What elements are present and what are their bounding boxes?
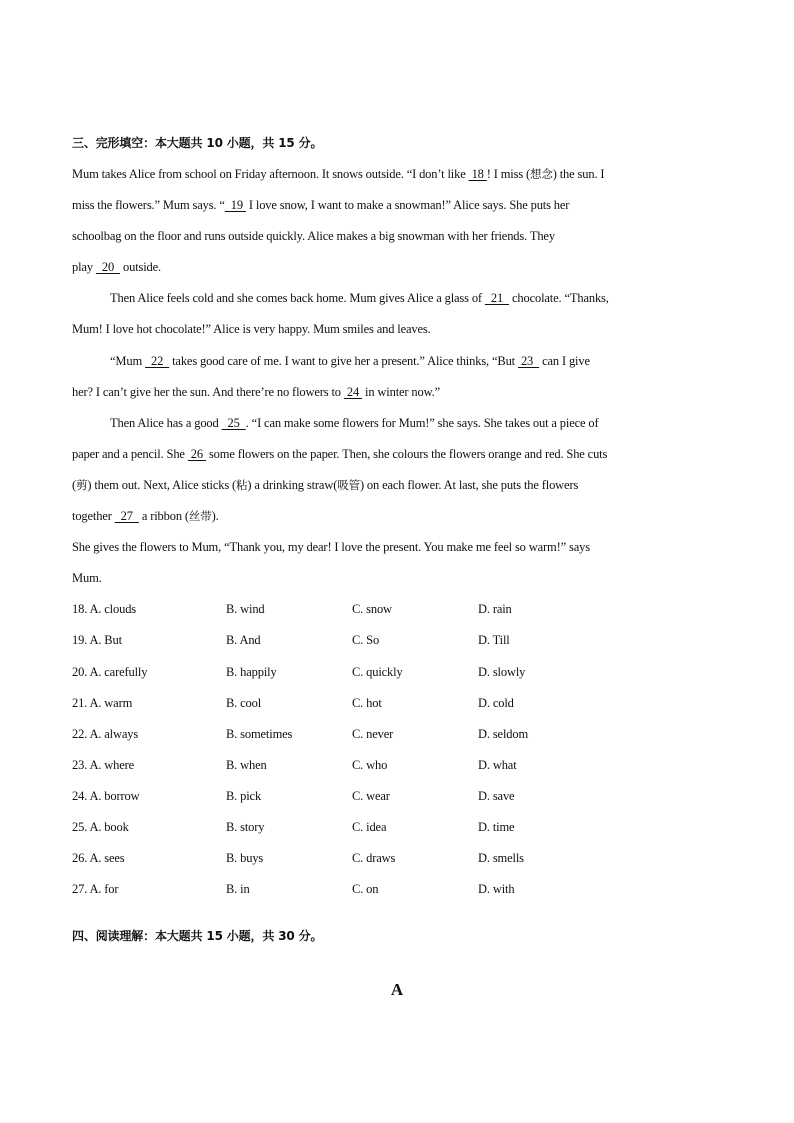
option: 25. A. book [72, 819, 129, 834]
exam-page [72, 128, 722, 999]
option: 24. A. borrow [72, 788, 140, 803]
option: B. wind [226, 602, 265, 617]
passage-line: paper and a pencil. She 26 some flowers on the paper. Then, she colours the flowers orange and red. She cuts [72, 446, 608, 461]
option: D. with [478, 882, 515, 897]
option: C. who [352, 757, 388, 772]
option: 18. A. clouds [72, 602, 137, 617]
section4-heading: 四、阅读理解：本大题共 15 小题，共 30 分。 [72, 929, 323, 944]
blank-26: 26 [187, 446, 206, 461]
question-24-options [72, 781, 722, 812]
passage-a-title: A [390, 980, 404, 999]
option: C. idea [352, 819, 387, 834]
blank-22: 22 [145, 353, 170, 368]
passage-line: her? I can’t give her the sun. And there’re no flowers to 24 in winter now.” [72, 384, 441, 399]
option: B. sometimes [226, 726, 293, 741]
question-18-options [72, 594, 722, 625]
question-25-options [72, 812, 722, 843]
option: 27. A. for [72, 882, 119, 897]
option: 22. A. always [72, 726, 139, 741]
option: D. what [478, 757, 517, 772]
option: B. when [226, 757, 267, 772]
option: 19. A. But [72, 633, 122, 648]
question-19-options [72, 625, 722, 656]
section3-heading: 三、完形填空：本大题共 10 小题，共 15 分。 [72, 136, 323, 150]
passage-line: “Mum 22 takes good care of me. I want to give her a present.” Alice thinks, “But 23 can I give [110, 353, 590, 368]
passage-line: Then Alice feels cold and she comes back home. Mum gives Alice a glass of 21 chocolate. “Thanks, [110, 291, 609, 306]
question-21-options [72, 688, 722, 719]
passage-line: Then Alice has a good 25 . “I can make some flowers for Mum!” she says. She takes out a piece of [110, 415, 599, 430]
option: B. pick [226, 788, 262, 803]
option: B. story [226, 819, 265, 834]
option: C. never [352, 726, 394, 741]
passage-line: Mum takes Alice from school on Friday afternoon. It snows outside. “I don’t like 18 ! I miss (想念) the sun. I [72, 167, 605, 181]
blank-23: 23 [517, 353, 540, 368]
option: 21. A. warm [72, 695, 133, 710]
passage-line: Mum. [72, 571, 102, 586]
question-26-options [72, 843, 722, 874]
passage-line: miss the flowers.” Mum says. “ 19 I love snow, I want to make a snowman!” Alice says. She puts her [72, 198, 570, 213]
option: B. buys [226, 851, 264, 866]
blank-25: 25 [221, 415, 246, 430]
option: C. quickly [352, 664, 403, 679]
cloze-passage [72, 159, 722, 594]
option: C. snow [352, 602, 392, 617]
option: B. in [226, 882, 250, 897]
blank-18: 18 [468, 167, 487, 181]
passage-line: schoolbag on the floor and runs outside quickly. Alice makes a big snowman with her friends. They [72, 229, 555, 244]
question-27-options [72, 874, 722, 905]
question-20-options [72, 657, 722, 688]
option: D. rain [478, 602, 512, 617]
question-23-options [72, 750, 722, 781]
option: D. seldom [478, 726, 529, 741]
option: C. wear [352, 788, 390, 803]
option: C. hot [352, 695, 382, 710]
blank-24: 24 [343, 384, 363, 399]
blank-19: 19 [224, 198, 246, 213]
passage-line: (剪) them out. Next, Alice sticks (粘) a drinking straw(吸管) on each flower. At last, she puts the flowers [72, 477, 579, 492]
option: D. save [478, 788, 515, 803]
blank-20: 20 [95, 260, 121, 275]
option: C. draws [352, 851, 396, 866]
option: B. And [226, 633, 261, 648]
option: D. smells [478, 851, 524, 866]
passage-line: She gives the flowers to Mum, “Thank you, my dear! I love the present. You make me feel so warm!” says [72, 540, 590, 555]
option: D. time [478, 819, 515, 834]
blank-21: 21 [484, 291, 510, 306]
answer-options [72, 594, 722, 905]
blank-27: 27 [114, 509, 139, 524]
option: C. on [352, 882, 379, 897]
passage-line: together 27 a ribbon (丝带). [72, 509, 219, 524]
option: B. happily [226, 664, 277, 679]
passage-line: Mum! I love hot chocolate!” Alice is very happy. Mum smiles and leaves. [72, 322, 431, 337]
passage-line: play 20 outside. [72, 260, 162, 275]
option: C. So [352, 633, 380, 648]
option: 26. A. sees [72, 851, 125, 866]
option: B. cool [226, 695, 262, 710]
option: D. Till [478, 633, 510, 648]
option: 23. A. where [72, 757, 135, 772]
question-22-options [72, 719, 722, 750]
option: 20. A. carefully [72, 664, 148, 679]
option: D. slowly [478, 664, 526, 679]
option: D. cold [478, 695, 514, 710]
